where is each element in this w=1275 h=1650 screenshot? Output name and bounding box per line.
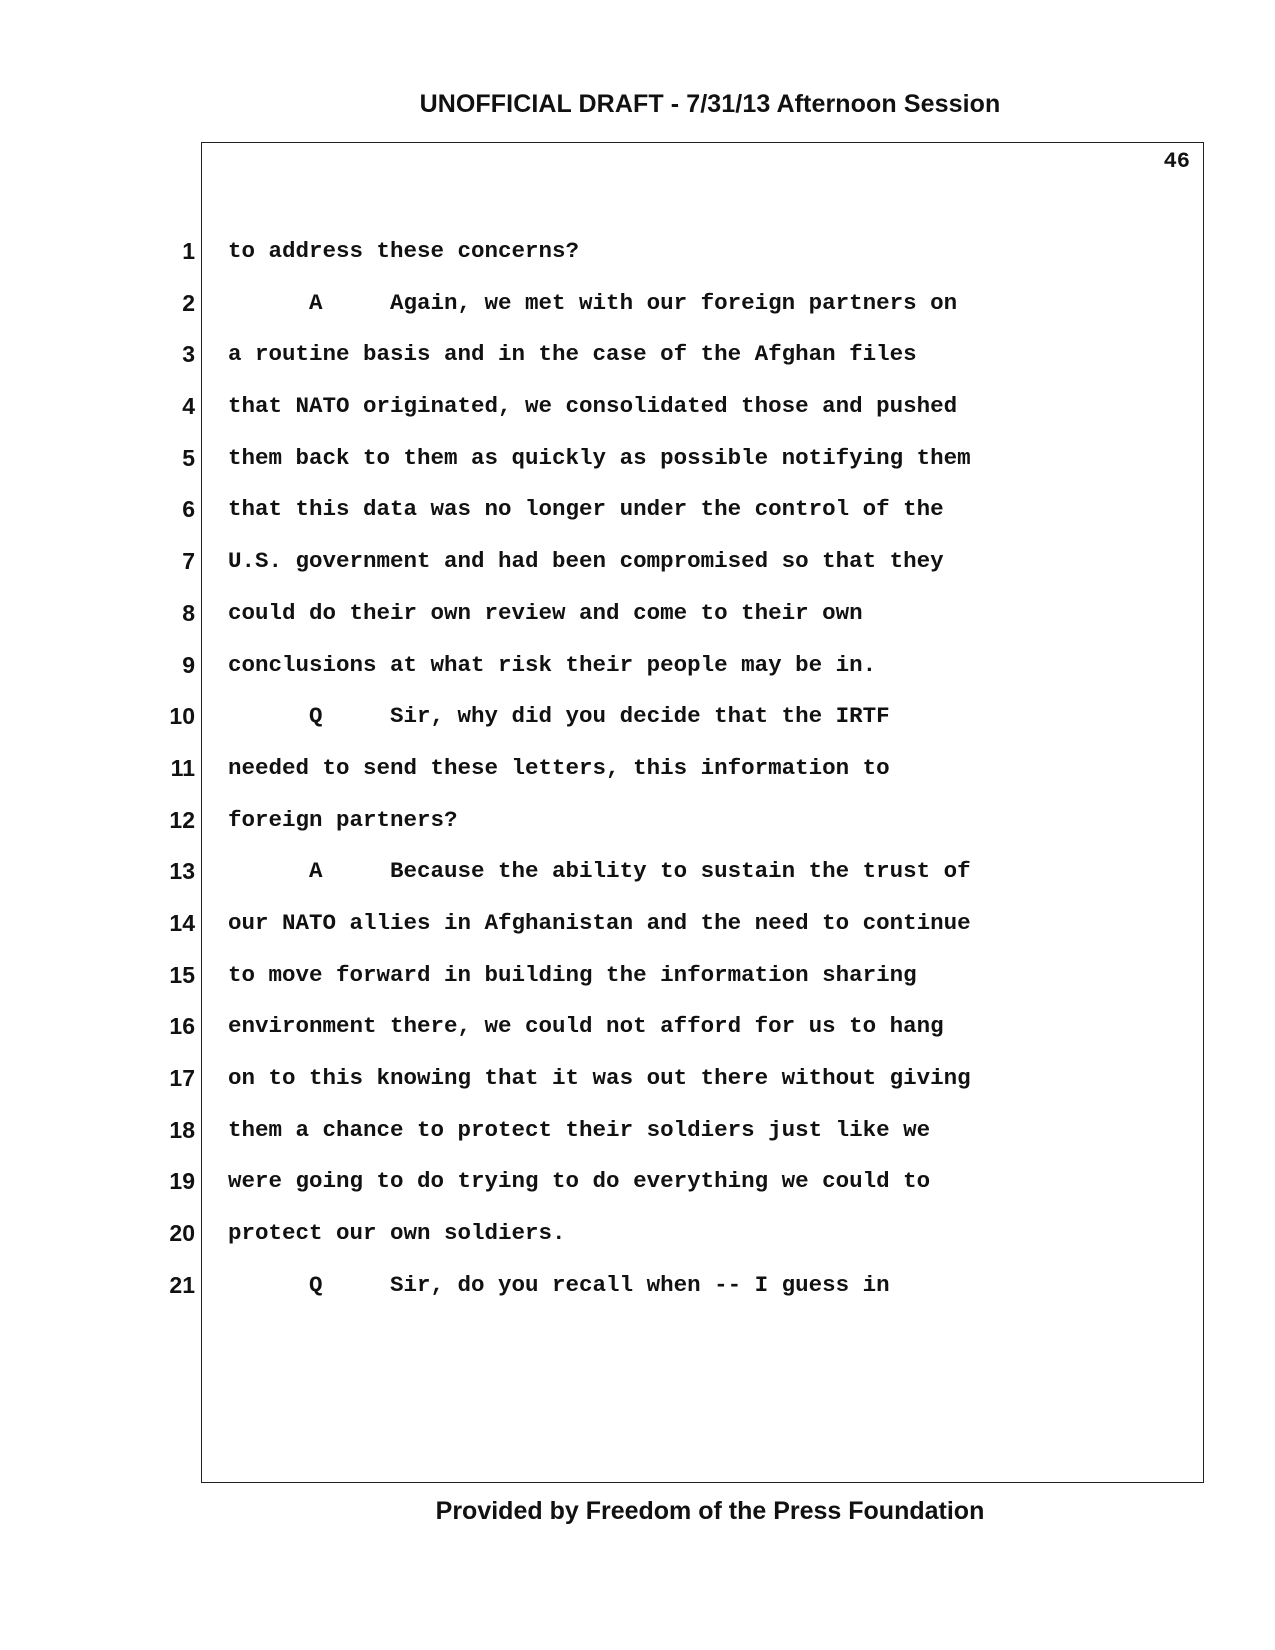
transcript-line: A Again, we met with our foreign partners on	[228, 289, 958, 316]
transcript-line: Q Sir, why did you decide that the IRTF	[228, 703, 890, 730]
page-footer: Provided by Freedom of the Press Foundation	[435, 1497, 985, 1525]
line-number: 18	[169, 1116, 195, 1143]
transcript-line: a routine basis and in the case of the Afghan files	[228, 341, 917, 368]
transcript-line: on to this knowing that it was out there without giving	[228, 1065, 971, 1091]
transcript-line: them a chance to protect their soldiers just like we	[228, 1116, 931, 1143]
line-number: 21	[169, 1271, 195, 1298]
line-number: 9	[182, 651, 195, 678]
line-number: 17	[169, 1065, 195, 1091]
transcript-line: to address these concerns?	[228, 238, 580, 264]
line-number: 11	[170, 754, 195, 781]
line-number: 20	[169, 1220, 195, 1247]
line-number: 16	[169, 1013, 195, 1040]
transcript-line: that NATO originated, we consolidated those and pushed	[228, 393, 958, 420]
transcript-line: Q Sir, do you recall when -- I guess in	[228, 1271, 890, 1298]
line-number: 14	[169, 909, 195, 936]
line-number: 1	[182, 238, 195, 264]
transcript-line: to move forward in building the information sharing	[228, 961, 917, 988]
line-number: 3	[182, 341, 195, 368]
transcript-line: A Because the ability to sustain the trust of	[228, 858, 971, 885]
line-number: 13	[169, 858, 195, 885]
line-number: 10	[169, 703, 195, 730]
transcript-line: our NATO allies in Afghanistan and the need to continue	[228, 909, 971, 936]
line-number: 6	[182, 496, 195, 523]
line-number: 15	[169, 961, 195, 988]
line-number: 19	[169, 1168, 195, 1195]
transcript-line: foreign partners?	[228, 806, 458, 833]
page-header-title: UNOFFICIAL DRAFT - 7/31/13 Afternoon Session	[419, 90, 1001, 118]
transcript-line: were going to do trying to do everything we could to	[228, 1168, 931, 1195]
transcript-line: needed to send these letters, this information to	[228, 754, 890, 781]
page-number: 46	[1163, 149, 1190, 174]
line-number: 7	[182, 548, 195, 575]
line-number: 8	[182, 599, 195, 626]
line-number: 2	[182, 289, 195, 316]
transcript-line: could do their own review and come to their own	[228, 599, 863, 626]
transcript-line: them back to them as quickly as possible notifying them	[228, 444, 971, 471]
transcript-body	[228, 236, 1188, 1321]
transcript-line: conclusions at what risk their people may be in.	[228, 651, 877, 678]
transcript-line: protect our own soldiers.	[228, 1220, 566, 1247]
line-number: 12	[169, 806, 195, 833]
line-number: 5	[182, 444, 195, 471]
line-number-column	[150, 236, 195, 1321]
transcript-line: that this data was no longer under the control of the	[228, 496, 944, 523]
line-number: 4	[182, 393, 195, 420]
transcript-line: environment there, we could not afford for us to hang	[228, 1013, 944, 1040]
transcript-line: U.S. government and had been compromised so that they	[228, 548, 944, 575]
